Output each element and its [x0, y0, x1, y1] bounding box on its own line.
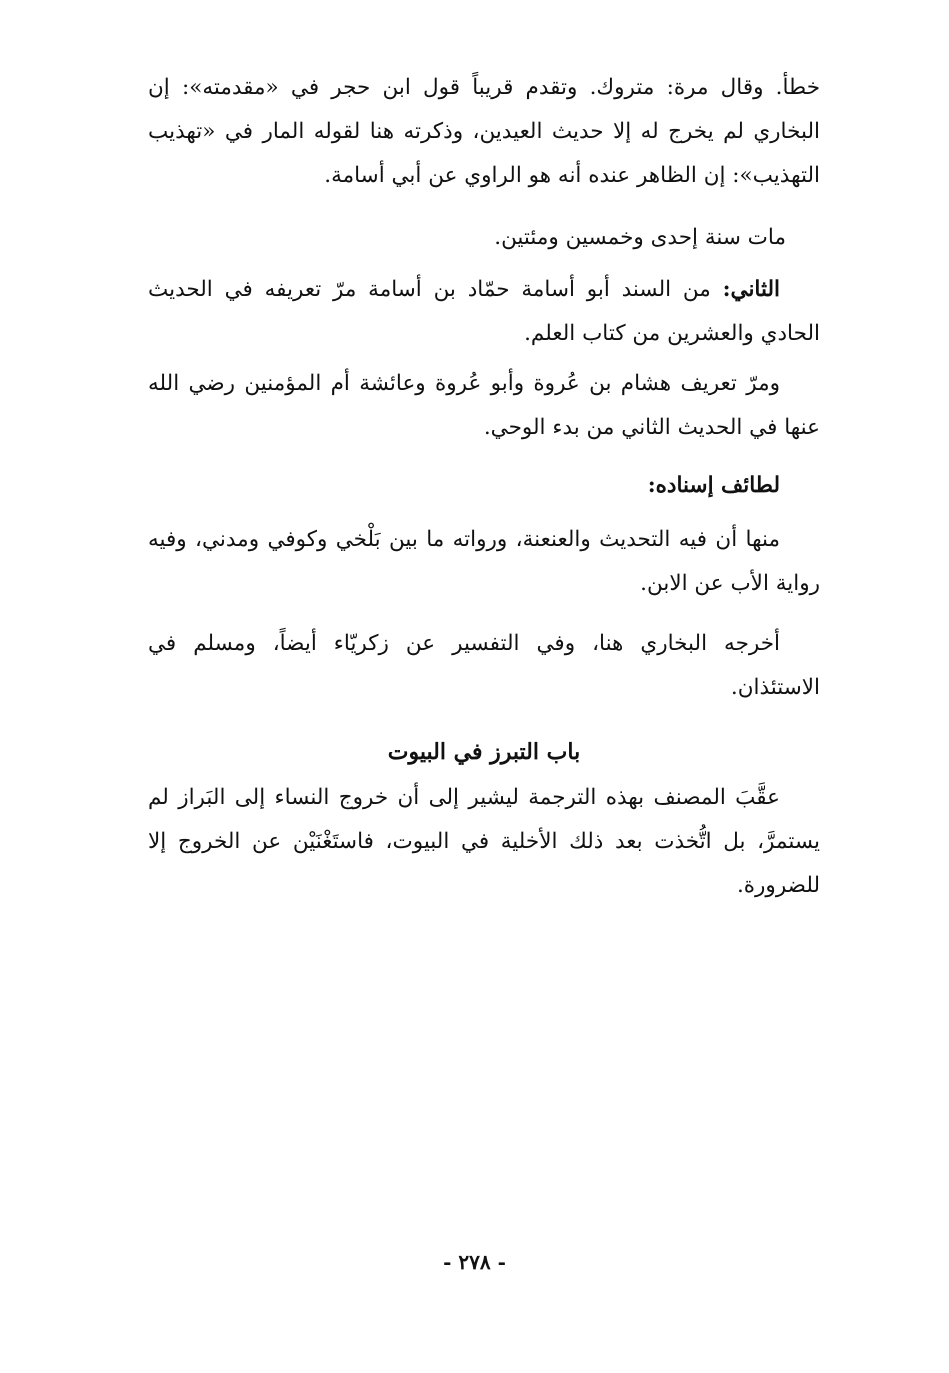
subheading-isnad-subtleties	[148, 464, 820, 508]
paragraph-body: من السند أبو أسامة حمّاد بن أسامة مرّ تعريفه في الحديث الحادي والعشرين من كتاب العلم.	[148, 277, 820, 346]
paragraph-text: ومرّ تعريف هشام بن عُروة وأبو عُروة وعائشة أم المؤمنين رضي الله عنها في الحديث الثاني من بدء الوحي.	[148, 371, 820, 440]
paragraph-takhrij	[148, 622, 820, 710]
paragraph-continued-note	[148, 66, 820, 198]
subheading-text: لطائف إسناده:	[647, 473, 780, 498]
paragraph-isnad-features	[148, 518, 820, 606]
paragraph-text: منها أن فيه التحديث والعنعنة، ورواته ما بين بَلْخي وكوفي ومدني، وفيه رواية الأب عن الابن.	[148, 527, 820, 596]
paragraph-text: عقَّبَ المصنف بهذه الترجمة ليشير إلى أن خروج النساء إلى البَراز لم يستمرَّ، بل اتُّخذت بعد ذلك الأخلية في البيوت، فاستَغْنَيْن عن الخروج إلا للضرورة.	[148, 785, 820, 898]
paragraph-text	[148, 268, 820, 356]
paragraph-section-body	[148, 776, 820, 908]
paragraph-text: خطأ. وقال مرة: متروك. وتقدم قريباً قول ابن حجر في «مقدمته»: إن البخاري لم يخرج له إلا حديث العيدين، وذكرته هنا لقوله المار في «تهذيب التهذيب»: إن الظاهر عنده أنه هو الراوي عن أبي أسامة.	[148, 75, 820, 188]
paragraph-text: أخرجه البخاري هنا، وفي التفسير عن زكريّاء أيضاً، ومسلم في الاستئذان.	[148, 631, 820, 700]
paragraph-text: مات سنة إحدى وخمسين ومئتين.	[494, 225, 786, 250]
section-title: باب التبرز في البيوت	[387, 739, 581, 765]
paragraph-second-narrator	[148, 268, 820, 356]
paragraph-narrator-intro	[148, 362, 820, 450]
paragraph-lead-label: الثاني:	[722, 277, 780, 302]
paragraph-death-year	[148, 216, 820, 260]
page-number: - ٢٧٨ -	[443, 1250, 506, 1274]
